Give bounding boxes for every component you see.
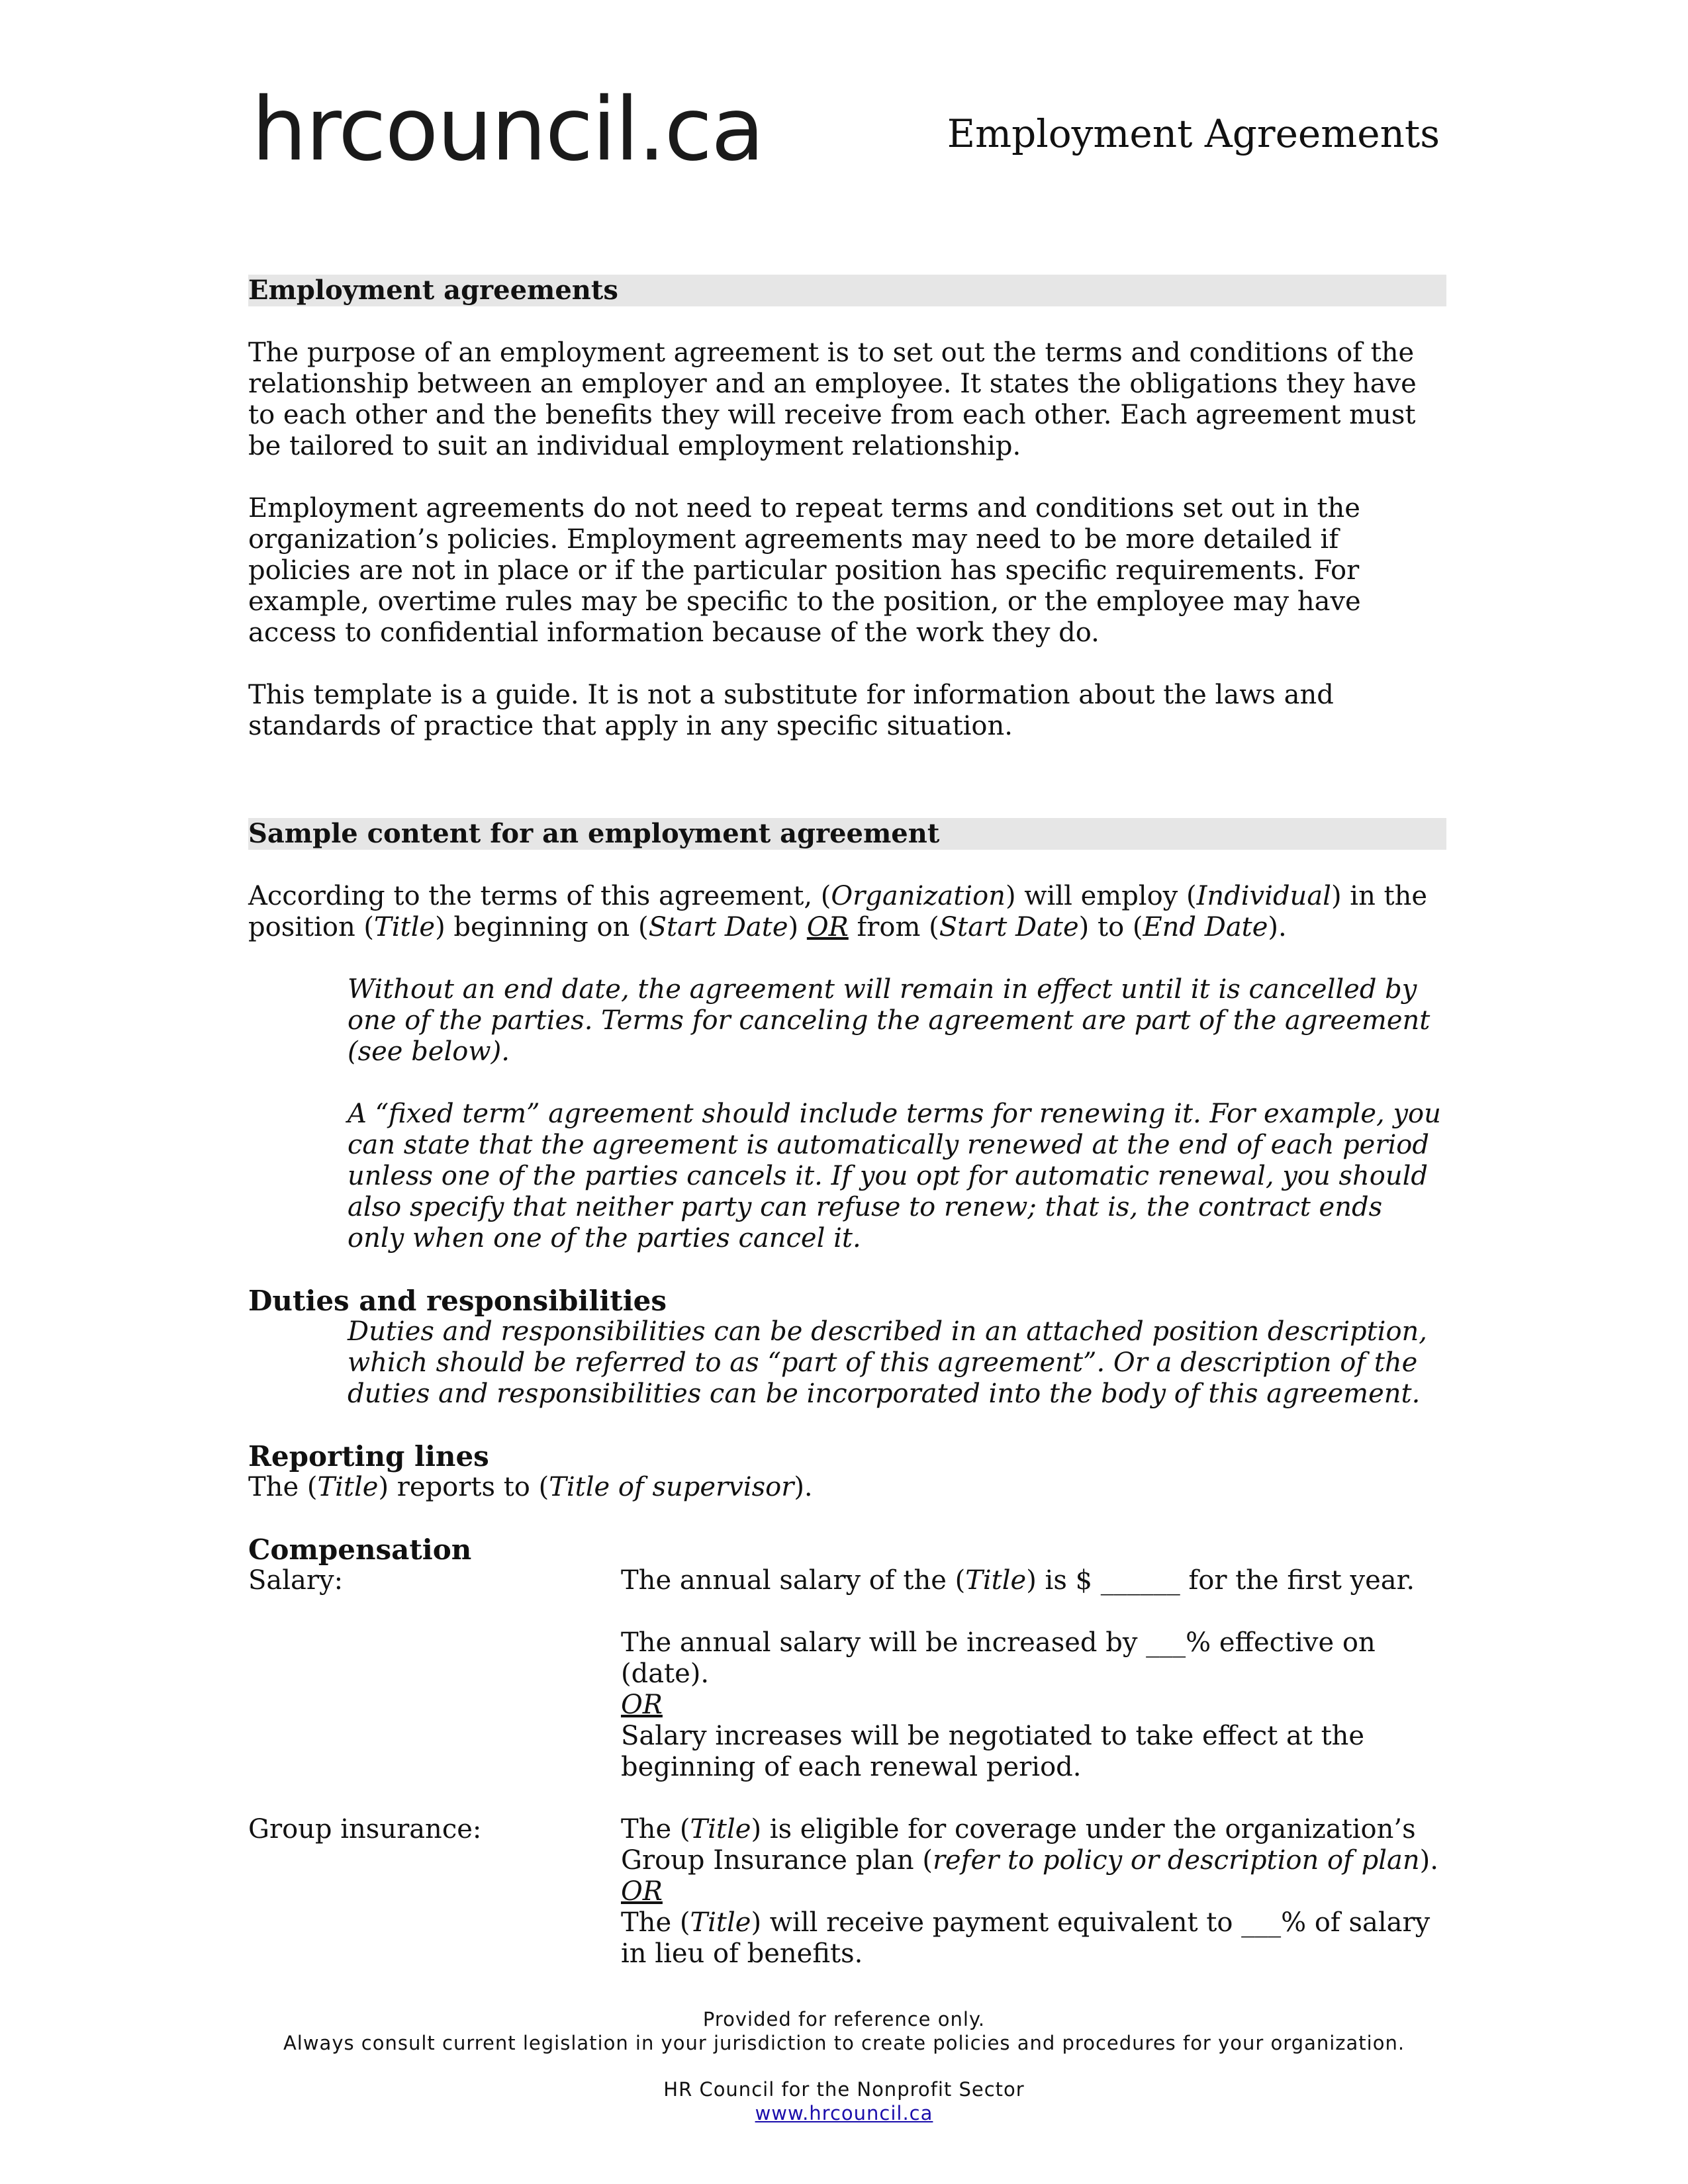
- salary-or: OR: [621, 1690, 663, 1720]
- group-insurance-label: Group insurance:: [248, 1814, 482, 1844]
- paragraph-reporting: The (Title) reports to (Title of supervisor).: [248, 1472, 813, 1502]
- insurance-or: OR: [621, 1876, 663, 1907]
- subheading-reporting-lines: Reporting lines: [248, 1440, 489, 1473]
- salary-label: Salary:: [248, 1565, 344, 1596]
- footer-disclaimer: Provided for reference only.: [702, 2008, 986, 2030]
- insurance-coverage: The (Title) is eligible for coverage under the organization’s Group Insurance plan (refer to policy or description of plan).: [621, 1814, 1438, 1876]
- group-insurance-row: [248, 1814, 1446, 1970]
- salary-row: [248, 1565, 1446, 1783]
- paragraph-template-guide: This template is a guide. It is not a substitute for information about the laws and standards of practice that apply in any specific situation.: [248, 680, 1334, 741]
- insurance-payment-in-lieu: The (Title) will receive payment equivalent to ___% of salary in lieu of benefits.: [621, 1907, 1430, 1969]
- subheading-compensation: Compensation: [248, 1533, 472, 1566]
- document-body: [248, 275, 1446, 1970]
- hrcouncil-logo: hrcouncil.ca: [252, 79, 764, 181]
- footer-legislation-note: Always consult current legislation in your jurisdiction to create policies and procedures for your organization.: [283, 2032, 1405, 2054]
- subheading-duties: Duties and responsibilities: [248, 1285, 667, 1317]
- salary-details: [621, 1565, 1446, 1783]
- footer-organization: HR Council for the Nonprofit Sector: [663, 2078, 1025, 2101]
- group-insurance-details: [621, 1814, 1446, 1970]
- section-heading-sample-content: Sample content for an employment agreement: [248, 818, 1446, 850]
- paragraph-purpose: The purpose of an employment agreement is to set out the terms and conditions of the relationship between an employer and an employee. It states the obligations they have to each other and the benefits they will receive from each other. Each agreement must be tailored to suit an individual employment relationship.: [248, 338, 1417, 461]
- paragraph-policies: Employment agreements do not need to repeat terms and conditions set out in the organization’s policies. Employment agreements may need to be more detailed if policies are not in place or if the particular position has specific requirements. For example, overtime rules may be specific to the position, or the employee may have access to confidential information because of the work they do.: [248, 493, 1361, 648]
- salary-increase: The annual salary will be increased by ___% effective on (date).: [621, 1627, 1376, 1689]
- salary-negotiated: Salary increases will be negotiated to take effect at the beginning of each renewal period.: [621, 1721, 1365, 1782]
- paragraph-agreement-terms: According to the terms of this agreement, (Organization) will employ (Individual) in the position (Title) beginning on (Start Date) OR from (Start Date) to (End Date).: [248, 881, 1428, 942]
- section-heading-employment-agreements: Employment agreements: [248, 275, 1446, 306]
- salary-first-year: The annual salary of the (Title) is $ ______ for the first year.: [621, 1565, 1415, 1596]
- paragraph-duties: Duties and responsibilities can be described in an attached position description, which should be referred to as “part of this agreement”. Or a description of the duties and responsibilities can be incorporated into the body of this agreement.: [348, 1316, 1428, 1409]
- note-end-date: Without an end date, the agreement will remain in effect until it is cancelled by one of the parties. Terms for canceling the agreement are part of the agreement (see below).: [348, 974, 1430, 1067]
- footer-website-link[interactable]: www.hrcouncil.ca: [755, 2102, 933, 2124]
- note-fixed-term: A “fixed term” agreement should include terms for renewing it. For example, you can state that the agreement is automatically renewed at the end of each period unless one of the parties cancels it. If you opt for automatic renewal, you should also specify that neither party can refuse to renew; that is, the contract ends only when one of the parties cancel it.: [348, 1099, 1441, 1253]
- page-footer: [0, 2007, 1688, 2125]
- document-title: Employment Agreements: [947, 111, 1440, 156]
